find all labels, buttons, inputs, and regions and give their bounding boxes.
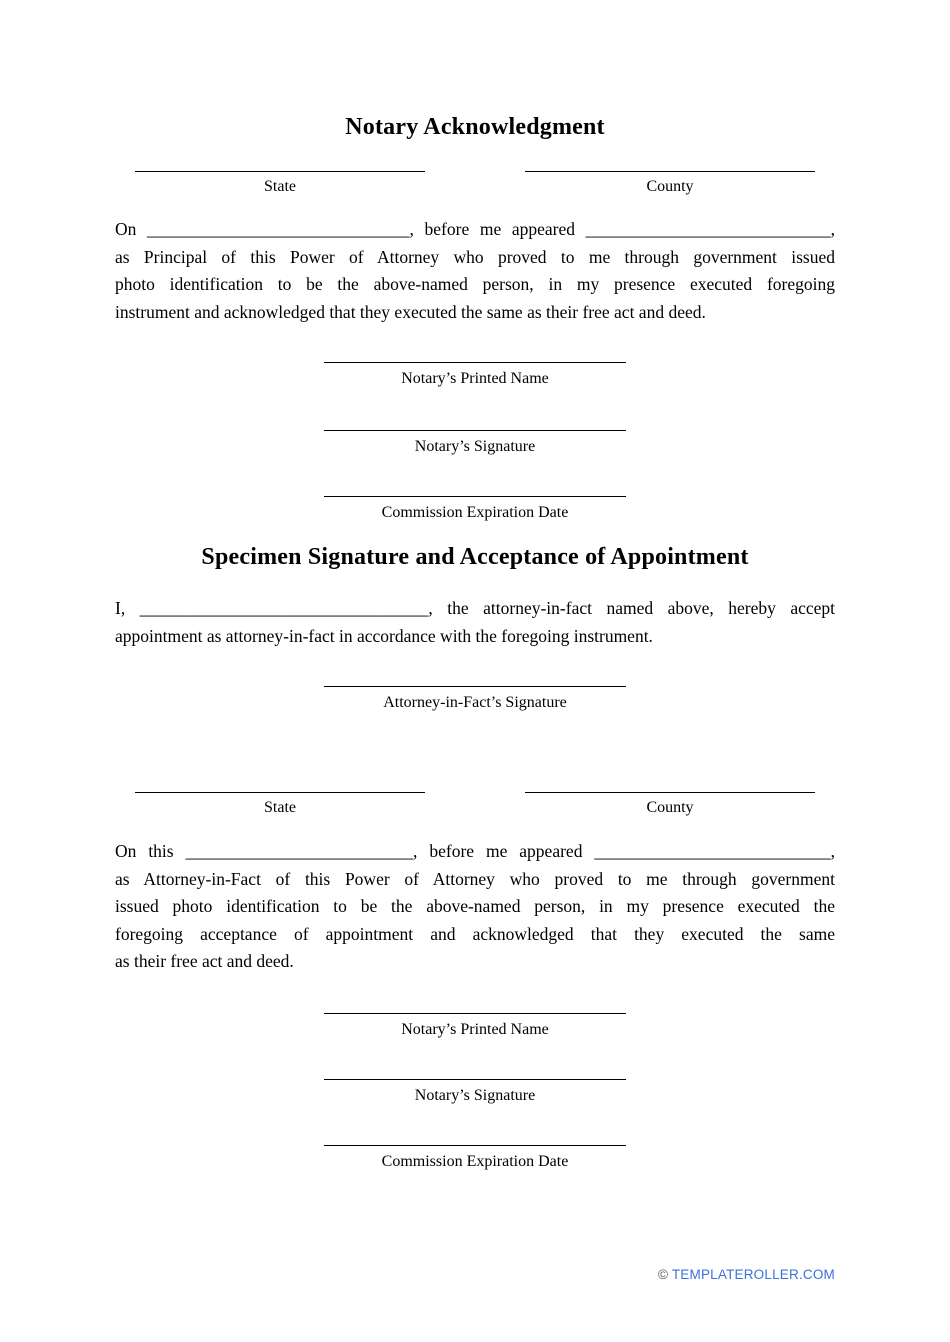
state-label: State — [264, 178, 296, 195]
county-field-2 — [525, 792, 815, 817]
notary-printed-name-field-2 — [324, 1013, 626, 1039]
copyright-icon: © — [657, 1266, 669, 1282]
state-field-2 — [135, 792, 425, 817]
acknowledgment-paragraph-2 — [115, 838, 835, 976]
state-field-1 — [135, 171, 425, 196]
county-label: County — [646, 799, 694, 816]
commission-expiration-field-1 — [324, 496, 626, 522]
paragraph-line: issued photo identification to be the above-named person, in my presence executed the — [115, 896, 835, 916]
notary-signature-field-2 — [324, 1079, 626, 1105]
county-label: County — [646, 178, 694, 195]
paragraph-line: On this __________________________, before me appeared ___________________________, — [115, 841, 835, 861]
notary-signature-label: Notary’s Signature — [414, 438, 536, 455]
commission-expiration-field-2 — [324, 1145, 626, 1171]
notary-signature-field-1 — [324, 430, 626, 456]
acceptance-paragraph — [115, 595, 835, 650]
acknowledgment-paragraph-1 — [115, 216, 835, 326]
state-county-row-1 — [115, 171, 835, 196]
paragraph-line: as Attorney-in-Fact of this Power of Attorney who proved to me through government — [115, 868, 835, 889]
paragraph-line: photo identification to be the above-named person, in my presence executed foregoing — [115, 274, 835, 294]
specimen-section-title: Specimen Signature and Acceptance of Appointment — [201, 544, 749, 570]
paragraph-line: as their free act and deed. — [115, 951, 294, 971]
page-title: Notary Acknowledgment — [345, 114, 605, 140]
templateroller-link[interactable]: TEMPLATEROLLER.COM — [671, 1266, 835, 1282]
paragraph-line: appointment as attorney-in-fact in accordance with the foregoing instrument. — [115, 625, 653, 646]
notary-printed-name-field-1 — [324, 362, 626, 388]
notary-signature-label: Notary’s Signature — [414, 1086, 536, 1104]
notary-printed-name-label: Notary’s Printed Name — [401, 370, 549, 387]
state-label: State — [264, 799, 296, 816]
state-county-row-2 — [115, 792, 835, 817]
commission-expiration-label: Commission Expiration Date — [381, 1152, 569, 1170]
footer — [115, 1267, 835, 1283]
paragraph-line: instrument and acknowledged that they executed the same as their free act and deed. — [115, 301, 706, 322]
notary-printed-name-label: Notary’s Printed Name — [401, 1020, 549, 1038]
attorney-in-fact-signature-field — [324, 686, 626, 712]
county-field-1 — [525, 171, 815, 196]
paragraph-line: On ______________________________, before me appeared ____________________________, — [115, 219, 835, 239]
paragraph-line: as Principal of this Power of Attorney who proved to me through government issued — [115, 246, 835, 267]
attorney-in-fact-signature-label: Attorney-in-Fact’s Signature — [383, 694, 567, 711]
paragraph-line: I, _________________________________, the attorney-in-fact named above, hereby accept — [115, 598, 835, 618]
commission-expiration-label: Commission Expiration Date — [381, 504, 569, 521]
paragraph-line: foregoing acceptance of appointment and acknowledged that they executed the same — [115, 923, 835, 944]
